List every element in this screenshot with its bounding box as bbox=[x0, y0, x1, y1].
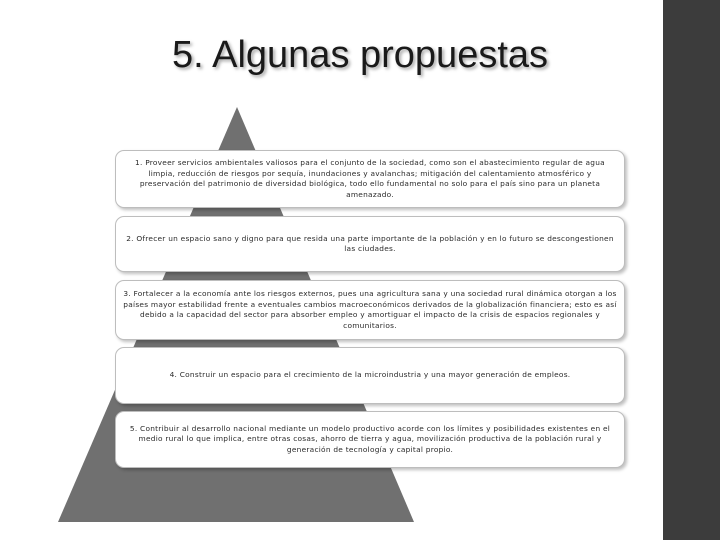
proposal-item-2 bbox=[115, 216, 625, 272]
proposal-text-5: 5. Contribuir al desarrollo nacional mediante un modelo productivo acorde con los límites y posibilidades existentes en el medio rural lo que implica, entre otras cosas, ahorro de tierra y agua, movilización productiva de la población rural y generación de tecnología y capital propio. bbox=[129, 423, 611, 454]
proposal-text-1: 1. Proveer servicios ambientales valiosos para el conjunto de la sociedad, como son el abastecimiento regular de agua limpia, reducción de riesgos por sequía, inundaciones y avalanchas; mitigación del calentamiento atmosférico y preservación del patrimonio de diversidad biológica, todo ello fundamental no solo para el país sino para un planeta amenazado. bbox=[135, 158, 605, 199]
proposal-text-3: 3. Fortalecer a la economía ante los riesgos externos, pues una agricultura sana y una sociedad rural dinámica otorgan a los países mayor estabilidad frente a eventuales cambios macroeconómicos derivados de la globalización financiera; esto es así debido a la capacidad del sector para absorber empleo y amortiguar el impacto de la crisis de espacios regionales y comunitarios. bbox=[123, 289, 617, 330]
proposal-text-2: 2. Ofrecer un espacio sano y digno para que resida una parte importante de la población y en lo futuro se descongestionen las ciudades. bbox=[126, 233, 614, 253]
proposal-text-4: 4. Construir un espacio para el crecimiento de la microindustria y una mayor generación de empleos. bbox=[169, 370, 571, 380]
proposal-item-4 bbox=[115, 347, 625, 404]
proposal-item-5 bbox=[115, 411, 625, 468]
proposal-item-1 bbox=[115, 150, 625, 208]
proposal-item-3 bbox=[115, 280, 625, 340]
slide-title: 5. Algunas propuestas bbox=[171, 34, 549, 76]
